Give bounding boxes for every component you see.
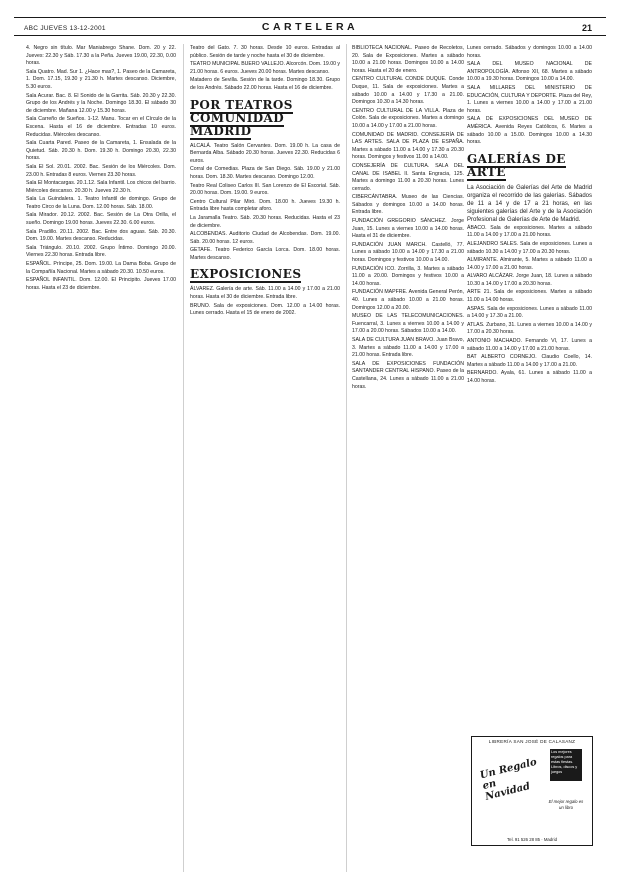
listing-entry: ESPAÑOL INFANTIL. Dom. 12.00. El Principito. Jueves 17.00 horas. Hasta el 23 de diciembre. — [26, 277, 176, 291]
listing-entry: Teatro Real Coliseo Carlos III. San Lorenzo de El Escorial. Sáb. 20.00 horas. Dom. 19.00. 9 euros. — [190, 182, 340, 197]
listing-entry: SALA DE EXPOSICIONES DEL MUSEO DE AMÉRICA. Avenida Reyes Católicos, 6. Martes a sábado 10.00 a 15.00. Domingos 10.00 a 14.30 horas. — [467, 116, 592, 146]
column-rule — [183, 44, 184, 872]
listing-entry: Sala Cuarta Pared. Paseo de la Camareta, 1. Ensalada de la Quietud. Sáb. 20.30 h. Dom. 19.30 h. Domingo 20.30, 22.30 horas. — [26, 140, 176, 162]
listing-entry: ESPAÑOL. Príncipe, 25. Dom. 19.00. La Dama Boba. Grupo de la Compañía Nacional. Martes a sábado 20.30. 10.50 euros. — [26, 261, 176, 275]
listing-entry: GETAFE. Teatro Federico García Lorca. Dom. 18.00 horas. Martes descanso. — [190, 247, 340, 261]
listing-entry: ANTONIO MACHADO. Fernando VI, 17. Lunes a sábado 11.00 a 14.00 y 17.00 a 21.00 horas. — [467, 338, 592, 352]
listing-entry: ÁBACO. Sala de exposiciones. Martes a sábado 11.00 a 14.00 y 17.00 a 21.00 horas. — [467, 224, 592, 239]
listing-entry: FUNDACIÓN GREGORIO SÁNCHEZ. Jorge Juan, 15. Lunes a viernes 10.00 a 14.00 horas. Hasta el 31 de diciembre. — [352, 218, 464, 240]
listing-entry: CONSEJERÍA DE CULTURA. SALA DEL CANAL DE ISABEL II. Santa Engracia, 125. Martes a domingo 11.00 a 20.30 horas. Lunes cerrado. — [352, 162, 464, 192]
listing-entry: SALA DEL MUSEO NACIONAL DE ANTROPOLOGÍA. Alfonso XII, 68. Martes a sábado 10.00 a 19.30 horas. Domingos 10.00 a 14.00. — [467, 61, 592, 83]
listing-entry: TEATRO MUNICIPAL BUERO VALLEJO. Alcorcón. Dom. 19.00 y 21.00 horas. 6 euros. Jueves 20.00 horas. Martes descanso. — [190, 61, 340, 75]
listing-entry: FUNDACIÓN ICO. Zorrilla, 3. Martes a sábado 11.00 a 20.00. Domingos y festivos 10.00 a 14.00 horas. — [352, 265, 464, 287]
listing-entry: ÁLVAREZ. Galería de arte. Sáb. 11.00 a 14.00 y 17.00 a 21.00 horas. Hasta el 30 de diciembre. Entrada libre. — [190, 286, 340, 301]
header-page-number: 21 — [581, 23, 592, 33]
column-art-galleries — [467, 45, 592, 387]
ad-caption: LIBRERÍA SAN JOSÉ DE CALASANZ — [488, 739, 576, 744]
listing-entry: SALA MILLARES DEL MINISTERIO DE EDUCACIÓN, CULTURA Y DEPORTE. Plaza del Rey, 1. Lunes a viernes 10.00 a 14.00 y 17.00 a 21.00 horas. — [467, 84, 592, 114]
ad-text-box: Los mejores regalos para estas fiestas. Libros, discos y juegos — [550, 749, 582, 781]
listing-entry: Sala El Montacargas. 20.1.12. Sala Infantil. Los chicos del barrio. Miércoles descanso. 20.30 h. Jueves 22.30 h. — [26, 180, 176, 194]
listing-entry: Matadero de Sevilla. Sesión de la tarde. Domingo 18.30. Grupo de los Andrés. Sábado 22.00 horas. Hasta el 16 de diciembre. — [190, 77, 340, 91]
galleries-intro: La Asociación de Galerías del Arte de Madrid organiza el recorrido de las galerías. Sábados de 11 a 14 y de 17 a 21 horas, en las siguientes galerías del Arte y de la Asociación Profesional de Galerías de Arte de Madrid. — [467, 184, 592, 223]
column-theatre-listings — [26, 45, 176, 293]
listing-entry: COMUNIDAD DE MADRID. CONSEJERÍA DE LAS ARTES. SALA DE PLAZA DE ESPAÑA. Martes a sábado 11.00 a 14.00 y 17.30 a 20.30 horas. Domingos y festivos 11.00 a 14.00. — [352, 131, 464, 161]
listing-entry: Sala Pradillo. 20.11. 2002. Bac. Entre dos aguas. Sáb. 20.30. Dom. 19.00. Martes descanso. Reducidas. — [26, 228, 176, 243]
listing-entry: Sala Mirador. 20.12. 2002. Bac. Sesión de La Otra Orilla, el sueño. Domingo 19.00 horas. Jueves 22.30. 6.00 euros. — [26, 212, 176, 227]
header-top-rule — [14, 17, 606, 18]
listing-entry: SALA DE EXPOSICIONES FUNDACIÓN SANTANDER CENTRAL HISPANO. Paseo de la Castellana, 24. Lunes a sábado 11.00 a 21.00 horas. — [352, 360, 464, 390]
listing-entry: Sala Carreño de Sueños. 1-12. Manu. Tocar en el Círculo de la Escena. Hasta el 16 de diciembre. Entradas 10 euros. Reducidas. Miércoles descanso. — [26, 116, 176, 138]
listing-entry: ALCOBENDAS. Auditorio Ciudad de Alcobendas. Dom. 19.00. Sáb. 20.00 horas. 12 euros. — [190, 231, 340, 245]
listing-entry: ALCALÁ. Teatro Salón Cervantes. Dom. 19.00 h. La casa de Bernarda Alba. Sábado 20.30 horas. Jueves 22.30. Reducidas 6 euros. — [190, 142, 340, 164]
listing-entry: MUSEO DE LAS TELECOMUNICACIONES. Fuencarral, 3. Lunes a viernes 10.00 a 14.00 y 17.00 a 20.00 horas. Sábados 10.00 a 14.00. — [352, 313, 464, 335]
section-heading-exhibitions: EXPOSICIONES — [190, 267, 302, 282]
listing-entry: Teatro del Gato. 7. 30 horas. Desde 10 euros. Entradas al público. Sesión de tarde y noche hasta el 30 de diciembre. — [190, 45, 340, 59]
listing-entry: ALEJANDRO SALES. Sala de exposiciones. Lunes a sábado 10.30 a 14.00 y 17.00 a 20.30 horas. — [467, 240, 592, 255]
listing-entry: ASPAS. Sala de exposiciones. Lunes a sábado 11.00 a 14.00 y 17.30 a 21.00. — [467, 305, 592, 320]
listing-entry: La Jaramalla Teatro. Sáb. 20.30 horas. Reducidas. Hasta el 23 de diciembre. — [190, 214, 340, 229]
listing-entry: ARTE 21. Sala de exposiciones. Martes a sábado 11.00 a 14.00 horas. — [467, 289, 592, 304]
listing-entry: Sala Acurar. Bac. 8. El Sonido de la Garrita. Sáb. 20.30 y 22.30. Grupo de los Andrés y la Noche. Domingo 18.30. El sábado 30 de diciembre. Mañana 12.00 y 15.30 horas. — [26, 92, 176, 114]
listing-entry: 4. Negro sin título. Mar Maniabrego Shane. Dom. 20 y 22. Jueves: 22.30 y Sáb. 17.30 a la Peña. Jueves 19.00, 22.30, 0.00 horas. — [26, 45, 176, 67]
listing-entry: ALMIRANTE. Almirante, 5. Martes a sábado 11.00 a 14.00 y 17.00 a 21.00 horas. — [467, 257, 592, 271]
listing-entry: CIBERCÁNTABRA. Museo de las Ciencias. Sábados y domingos 10.00 a 14.00 horas. Entrada libre. — [352, 194, 464, 216]
listing-entry: ATLAS. Zurbano, 31. Lunes a viernes 10.00 a 14.00 y 17.00 a 20.30 horas. — [467, 321, 592, 336]
listing-entry: Sala La Guindalera. 1. Teatro Infantil de domingo. Grupo de Teatro Circo de la Luna. Dom. 12.00 horas. Sáb. 18.00. — [26, 196, 176, 210]
listing-entry: CENTRO CULTURAL CONDE DUQUE. Conde Duque, 11. Sala de exposiciones. Martes a sábado 10.00 a 14.00 y 17.30 a 21.00. Domingos 10.30 a 14.30 horas. — [352, 76, 464, 106]
listing-entry: BERNARDO. Ayala, 61. Lunes a sábado 11.00 a 14.00 horas. — [467, 370, 592, 384]
column-exhibition-venues — [352, 45, 464, 392]
page-header — [0, 0, 620, 40]
listing-entry: CENTRO CULTURAL DE LA VILLA. Plaza de Colón. Sala de exposiciones. Martes a domingo 10.00 a 14.00 y 17.00 a 21.00 horas. — [352, 107, 464, 129]
listing-entry: Centro Cultural Pilar Miró. Dom. 18.00 h. Jueves 19.30 h. Entrada libre hasta completar aforo. — [190, 198, 340, 213]
column-regional-theatre — [190, 45, 340, 319]
listing-entry: Sala El Sol. 20.01. 2002. Bac. Sesión de los Miércoles. Dom. 23.00 h. Entradas 8 euros. Viernes 23.30 horas. — [26, 163, 176, 178]
header-section-title: CARTELERA — [261, 21, 359, 33]
listing-entry: BIBLIOTECA NACIONAL. Paseo de Recoletos, 20. Sala de Exposiciones. Martes a sábado 10.00 a 21.00 horas. Domingos 10.00 a 14.00 horas. Hasta el 20 de enero. — [352, 45, 464, 74]
column-rule — [346, 44, 347, 872]
header-bottom-rule — [14, 35, 606, 36]
listing-entry: Sala Quatro. Mad. Sur 1. ¿Hace mas?, 1. Paseo de la Camareta, 1. Dom. 17.15, 19.30 y 21.30 h. Martes descanso. Diciembre, 5.30 euros. — [26, 68, 176, 90]
bookshop-advertisement — [471, 736, 593, 846]
listing-entry: FUNDACIÓN JUAN MARCH. Castelló, 77. Lunes a sábado 10.00 a 14.00 y 17.30 a 21.00 horas. Domingos y festivos 10.00 a 14.00. — [352, 241, 464, 264]
listing-entry: SALA DE CULTURA JUAN BRAVO. Juan Bravo, 3. Martes a sábado 11.00 a 14.00 y 17.00 a 21.00 horas. Entrada libre. — [352, 336, 464, 359]
listing-entry: BRUNO. Sala de exposiciones. Dom. 12.00 a 14.00 horas. Lunes cerrado. Hasta el 15 de enero de 2002. — [190, 302, 340, 317]
listing-entry: BAT ALBERTO CORNEJO. Claudio Coello, 14. Martes a sábado 11.00 a 14.00 y 17.00 a 21.00. — [467, 354, 592, 368]
listing-entry: Corral de Comedias. Plaza de San Diego. Sáb. 19.00 y 21.00 horas. Dom. 18.30. Martes descanso. Domingo 12.00. — [190, 166, 340, 180]
listing-entry: Sala Triángulo. 20.10. 2002. Grupo Íntimo. Domingo 20.00. Viernes 22.30 horas. Entrada libre. — [26, 244, 176, 259]
ad-footer: Tel. 91 526 28 85 · Madrid — [507, 837, 557, 842]
ad-title: Un Regalo en Navidad — [478, 756, 538, 803]
section-heading-art-galleries: GALERÍAS DE ARTE — [467, 151, 566, 179]
ad-subtitle: El mejor regalo es un libro — [548, 799, 584, 810]
listing-entry: Lunes cerrado. Sábados y domingos 10.00 a 14.00 horas. — [467, 45, 592, 59]
listing-entry: ALVARO ALCÁZAR. Jorge Juan, 18. Lunes a sábado 10.30 a 14.00 y 17.00 a 20.30 horas. — [467, 273, 592, 287]
listing-entry: FUNDACIÓN MAPFRE. Avenida General Perón, 40. Lunes a sábado 10.00 a 21.00 horas. Domingos 12.00 a 20.00. — [352, 289, 464, 311]
section-heading-regional-theatre: POR TEATROS COMUNIDAD MADRID — [190, 97, 293, 138]
header-date: ABC JUEVES 13-12-2001 — [24, 25, 106, 32]
